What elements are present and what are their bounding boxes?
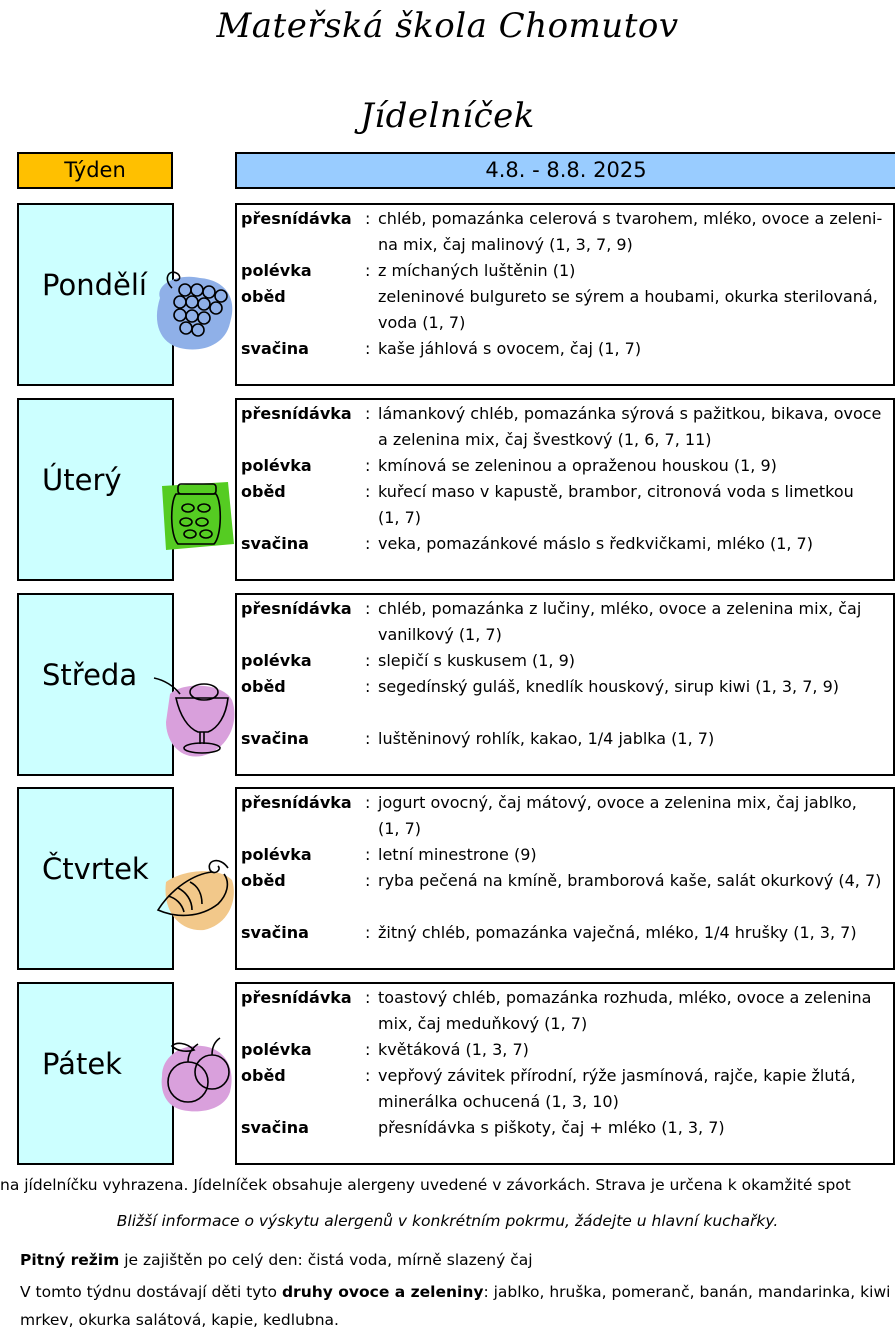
- row-text: chléb, pomazánka celerová s tvarohem, mléko, ovoce a zeleni- na mix, čaj malinový (1, 3, 7, 9): [378, 209, 883, 254]
- row-colon: :: [365, 845, 371, 864]
- row-label: oběd: [241, 1066, 286, 1085]
- row-colon: :: [365, 1040, 371, 1059]
- week-label: Týden: [17, 152, 173, 189]
- row-label: polévka: [241, 845, 312, 864]
- fruit-text: : jablko, hruška, pomeranč, banán, mandarinka, kiwi mrkev, okurka salátová, kapie, kedlubna.: [20, 1283, 891, 1329]
- row-label: svačina: [241, 923, 309, 942]
- grapes-icon: [150, 268, 240, 358]
- row-text: luštěninový rohlík, kakao, 1/4 jablka (1, 7): [378, 729, 715, 748]
- row-label: polévka: [241, 456, 312, 475]
- row-text: žitný chléb, pomazánka vaječná, mléko, 1/4 hrušky (1, 3, 7): [378, 923, 857, 942]
- row-colon: :: [365, 871, 371, 890]
- notice-text: [0, 1176, 895, 1194]
- day-name: Čtvrtek: [42, 852, 149, 886]
- row-colon: :: [365, 339, 371, 358]
- row-text: lámankový chléb, pomazánka sýrová s pažitkou, bikava, ovoce a zelenina mix, čaj švestkový (1, 6, 7, 11): [378, 404, 882, 449]
- drinking-regime-label: Pitný režim: [20, 1251, 120, 1269]
- drinking-regime-text: je zajištěn po celý den: čistá voda, mírně slazený čaj: [119, 1251, 533, 1269]
- row-text: letní minestrone (9): [378, 845, 537, 864]
- day-name: Středa: [42, 658, 138, 692]
- row-text: kuřecí maso v kapustě, brambor, citronová voda s limetkou (1, 7): [378, 482, 854, 527]
- row-label: přesnídávka: [241, 404, 352, 423]
- row-colon: :: [365, 677, 371, 696]
- menu-box-friday: [235, 982, 895, 1165]
- row-text: z míchaných luštěnin (1): [378, 261, 576, 280]
- row-colon: :: [365, 456, 371, 475]
- row-colon: :: [365, 729, 371, 748]
- day-name: Pátek: [42, 1047, 122, 1081]
- row-label: polévka: [241, 1040, 312, 1059]
- row-text: přesnídávka s piškoty, čaj + mléko (1, 3, 7): [378, 1118, 725, 1137]
- day-box-wednesday: [17, 593, 174, 776]
- cornucopia-icon: [152, 852, 238, 932]
- menu-box-tuesday: [235, 398, 895, 581]
- row-label: přesnídávka: [241, 793, 352, 812]
- row-text: slepičí s kuskusem (1, 9): [378, 651, 576, 670]
- row-colon: :: [365, 1066, 371, 1085]
- school-name: Mateřská škola Chomutov: [216, 6, 679, 46]
- day-box-friday: [17, 982, 174, 1165]
- pickle-jar-icon: [156, 478, 236, 552]
- day-name: Úterý: [42, 463, 122, 497]
- row-colon: :: [365, 261, 371, 280]
- row-text: květáková (1, 3, 7): [378, 1040, 529, 1059]
- row-label: svačina: [241, 339, 309, 358]
- row-label: přesnídávka: [241, 599, 352, 618]
- row-label: svačina: [241, 729, 309, 748]
- row-colon: :: [365, 209, 371, 228]
- row-text: ryba pečená na kmíně, bramborová kaše, salát okurkový (4, 7): [378, 871, 882, 890]
- row-colon: :: [365, 988, 371, 1007]
- week-range: 4.8. - 8.8. 2025: [235, 152, 895, 189]
- row-label: přesnídávka: [241, 988, 352, 1007]
- menu-box-thursday: [235, 787, 895, 970]
- row-label: přesnídávka: [241, 209, 352, 228]
- day-name: Pondělí: [42, 268, 147, 302]
- row-text: veka, pomazánkové máslo s ředkvičkami, mléko (1, 7): [378, 534, 813, 553]
- fruit-prefix: V tomto týdnu dostávají děti tyto: [20, 1283, 282, 1301]
- row-label: oběd: [241, 871, 286, 890]
- fruit-label: druhy ovoce a zeleniny: [281, 1283, 484, 1301]
- day-box-tuesday: [17, 398, 174, 581]
- row-colon: :: [365, 404, 371, 423]
- row-text: segedínský guláš, knedlík houskový, sirup kiwi (1, 3, 7, 9): [378, 677, 839, 696]
- row-text: kaše jáhlová s ovocem, čaj (1, 7): [378, 339, 642, 358]
- row-label: oběd: [241, 287, 286, 306]
- row-text: zeleninové bulgureto se sýrem a houbami, okurka sterilovaná, voda (1, 7): [378, 287, 878, 332]
- apples-icon: [154, 1032, 238, 1116]
- row-text: kmínová se zeleninou a opraženou houskou (1, 9): [378, 456, 777, 475]
- row-label: oběd: [241, 677, 286, 696]
- row-colon: :: [365, 482, 371, 501]
- notice-inner: na jídelníčku vyhrazena. Jídelníček obsahuje alergeny uvedené v závorkách. Strava je určena k okamžité spot: [0, 1176, 851, 1194]
- page-title: Jídelníček: [360, 96, 535, 136]
- row-text: vepřový závitek přírodní, rýže jasmínová, rajče, kapie žlutá, minerálka ochucená (1, 3, 10): [378, 1066, 856, 1111]
- row-label: svačina: [241, 1118, 309, 1137]
- sundae-icon: [152, 672, 238, 762]
- menu-box-wednesday: [235, 593, 895, 776]
- row-colon: :: [365, 599, 371, 618]
- menu-box-monday: [235, 203, 895, 386]
- day-box-thursday: [17, 787, 174, 970]
- row-text: jogurt ovocný, čaj mátový, ovoce a zelenina mix, čaj jablko, (1, 7): [378, 793, 857, 838]
- allergen-info: Bližší informace o výskytu alergenů v konkrétním pokrmu, žádejte u hlavní kuchařky.: [116, 1212, 779, 1230]
- fruit-vegetable-info: [20, 1278, 892, 1334]
- row-colon: :: [365, 923, 371, 942]
- row-label: oběd: [241, 482, 286, 501]
- row-colon: :: [365, 793, 371, 812]
- row-text: toastový chléb, pomazánka rozhuda, mléko, ovoce a zelenina mix, čaj meduňkový (1, 7): [378, 988, 872, 1033]
- row-label: svačina: [241, 534, 309, 553]
- row-label: polévka: [241, 261, 312, 280]
- row-colon: :: [365, 534, 371, 553]
- row-label: polévka: [241, 651, 312, 670]
- row-text: chléb, pomazánka z lučiny, mléko, ovoce a zelenina mix, čaj vanilkový (1, 7): [378, 599, 862, 644]
- drinking-regime: [20, 1251, 533, 1269]
- row-colon: :: [365, 651, 371, 670]
